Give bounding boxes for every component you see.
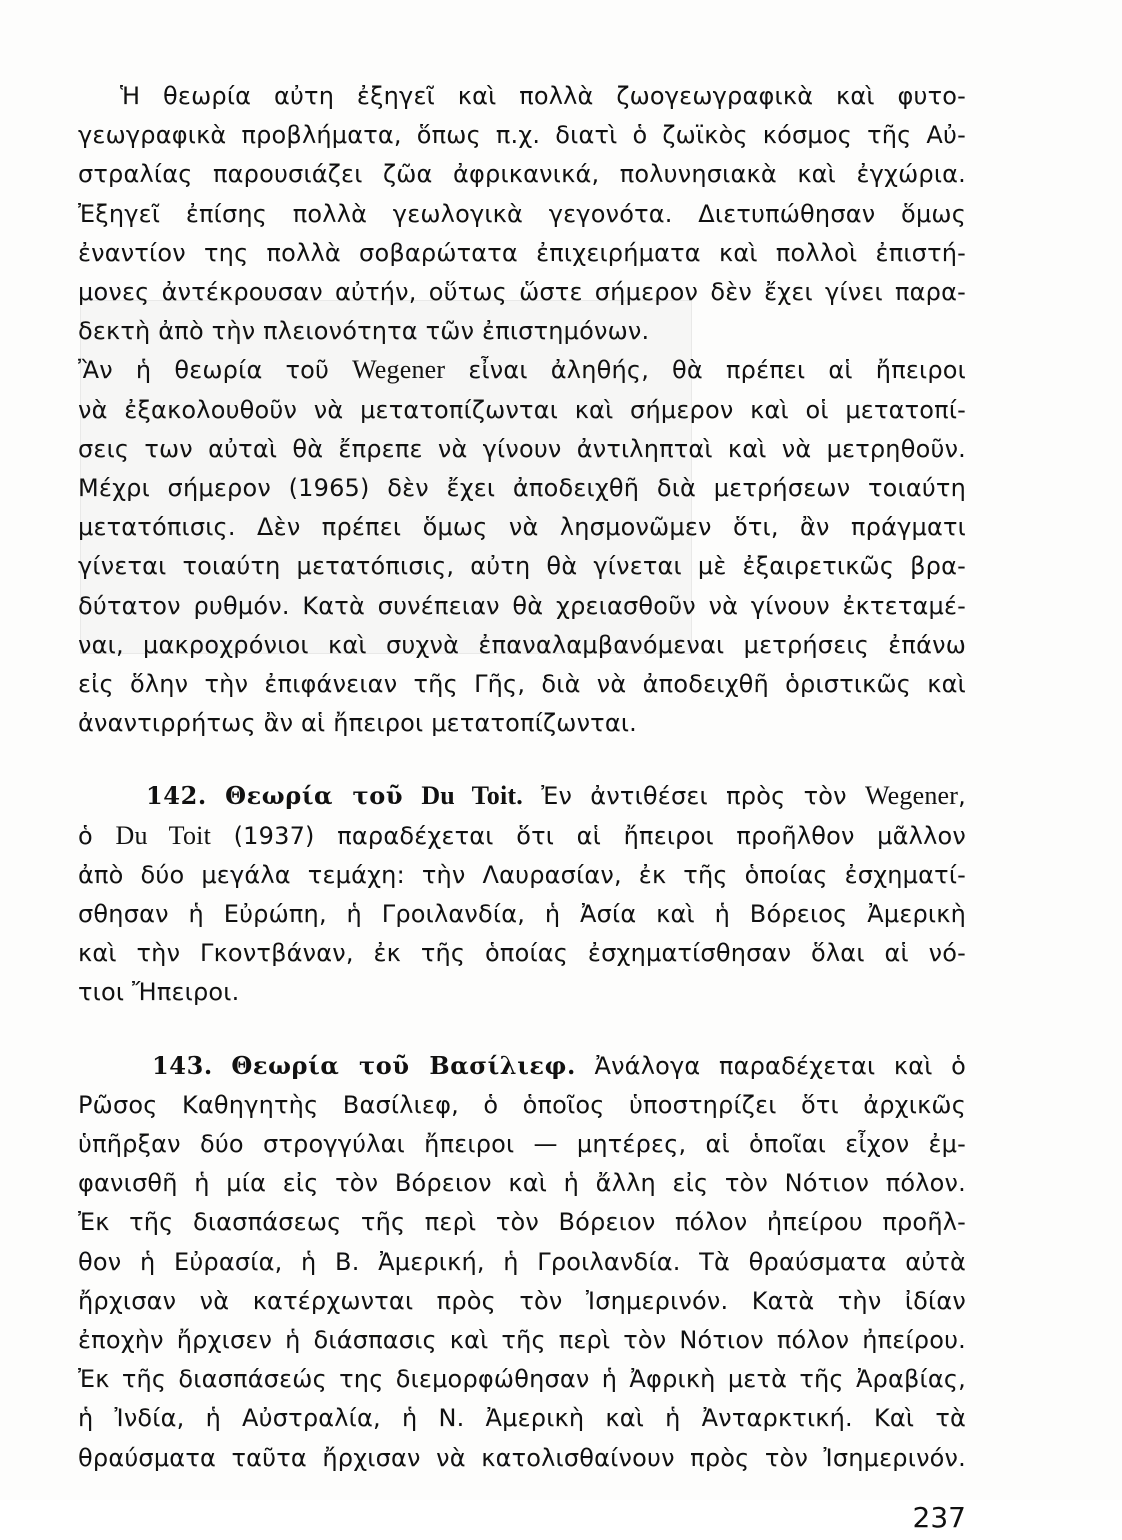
section-142-article: ὁ [78, 821, 93, 850]
section-143-line-9: Ἐκ τῆς διασπάσεώς της διεμορφώθησαν ἡ Ἀφρικὴ μετὰ τῆς Ἀραβίας, [78, 1365, 966, 1394]
section-143-line-3: ὑπῆρξαν δύο στρογγύλαι ἤπειροι — μητέρες, αἱ ὁποῖαι εἶχον ἐμ- [78, 1130, 966, 1158]
paragraph-1-line-3: στραλίας παρουσιάζει ζῶα ἀφρικανικά, πολυνησιακὰ καὶ ἐγχώρια. [78, 160, 966, 189]
section-142-line-2 [78, 816, 966, 856]
paragraph-1-line-5: ἐναντίον της πολλὰ σοβαρώτατα ἐπιχειρήματα καὶ πολλοὶ ἐπιστή- [78, 238, 966, 267]
paragraph-2-line-8: ναι, μακροχρόνιοι καὶ συχνὰ ἐπαναλαμβανόμεναι μετρήσεις ἐπάνω [78, 630, 966, 659]
section-142-line-4: σθησαν ἡ Εὐρώπη, ἡ Γροιλανδία, ἡ Ἀσία καὶ ἡ Βόρειος Ἀμερικὴ [78, 900, 966, 928]
name-wegener: Wegener [352, 355, 446, 385]
section-142-text-a: Ἐν ἀντιθέσει πρὸς τὸν [541, 782, 847, 811]
section-143-line-11: θραύσματα ταῦτα ἤρχισαν νὰ κατολισθαίνουν πρὸς τὸν Ἰσημερινόν. [78, 1443, 966, 1472]
section-143-line-8: ἐποχὴν ἤρχισεν ἡ διάσπασις καὶ τῆς περὶ τὸν Νότιον πόλον ἠπείρου. [78, 1326, 966, 1354]
paragraph-2-line-5: μετατόπισις. Δὲν πρέπει ὅμως νὰ λησμονῶμεν ὅτι, ἂν πράγματι [78, 513, 966, 542]
section-142-title-name: Du Toit. [421, 781, 523, 811]
paragraph-1-line-6: μονες ἀντέκρουσαν αὐτήν, οὕτως ὥστε σήμερον δὲν ἔχει γίνει παρα- [78, 278, 966, 306]
paragraph-2-line-9: εἰς ὅλην τὴν ἐπιφάνειαν τῆς Γῆς, διὰ νὰ ἀποδειχθῆ ὁριστικῶς καὶ [78, 670, 966, 698]
paragraph-1-line-1: Ἡ θεωρία αὐτη ἐξηγεῖ καὶ πολλὰ ζωογεωγραφικὰ καὶ φυτο- [120, 82, 966, 110]
section-143-number: 143. [152, 1050, 213, 1080]
paragraph-2-line-2: νὰ ἐξακολουθοῦν νὰ μετατοπίζωνται καὶ σήμερον καὶ οἱ μετατοπί- [78, 395, 966, 424]
paragraph-2-line-1 [78, 350, 966, 390]
section-143-line-5: Ἐκ τῆς διασπάσεως τῆς περὶ τὸν Βόρειον πόλον ἠπείρου προῆλ- [78, 1208, 966, 1237]
paragraph-1-line-4: Ἐξηγεῖ ἐπίσης πολλὰ γεωλογικὰ γεγονότα. Διετυπώθησαν ὅμως [78, 199, 966, 228]
paragraph-1-line-2: γεωγραφικὰ προβλήματα, ὅπως π.χ. διατὶ ὁ ζωϊκὸς κόσμος τῆς Αὐ- [78, 121, 966, 150]
paragraph-2-line-3: σεις των αὐταὶ θὰ ἔπρεπε νὰ γίνουν ἀντιληπταὶ καὶ νὰ μετρηθοῦν. [78, 434, 966, 463]
section-142-line-5: καὶ τὴν Γκοντβάναν, ἐκ τῆς ὁποίας ἐσχηματίσθησαν ὅλαι αἱ νό- [78, 939, 966, 968]
section-143-line-10: ἡ Ἰνδία, ἡ Αὐστραλία, ἡ Ν. Ἀμερικὴ καὶ ἡ Ἀνταρκτική. Καὶ τὰ [78, 1404, 966, 1433]
name-du-toit: Du Toit [115, 820, 211, 850]
paragraph-2-text-a: Ἂν ἡ θεωρία τοῦ [78, 356, 330, 385]
section-143-line-7: ἤρχισαν νὰ κατέρχωνται πρὸς τὸν Ἰσημερινόν. Κατὰ τὴν ἰδίαν [78, 1286, 966, 1315]
section-143-line-1 [152, 1046, 966, 1086]
page-number: 237 [912, 1500, 966, 1534]
paragraph-2-line-7: δύτατον ρυθμόν. Κατὰ συνέπειαν θὰ χρειασθοῦν νὰ γίνουν ἐκτεταμέ- [78, 591, 966, 620]
section-143-line-4: φανισθῆ ἡ μία εἰς τὸν Βόρειον καὶ ἡ ἄλλη εἰς τὸν Νότιον πόλον. [78, 1169, 966, 1198]
paragraph-2-line-6: γίνεται τοιαύτη μετατόπισις, αὐτη θὰ γίνεται μὲ ἐξαιρετικῶς βρα- [78, 552, 966, 581]
section-142-line-6: τιοι Ἤπειροι. [78, 978, 240, 1007]
section-143-text-a: Ἀνάλογα παραδέχεται καὶ ὁ [594, 1051, 966, 1080]
section-142-number: 142. [146, 781, 207, 811]
name-wegener-2: Wegener [865, 781, 959, 811]
paragraph-2-line-4: Μέχρι σήμερον (1965) δὲν ἔχει ἀποδειχθῆ διὰ μετρήσεων τοιαύτη [78, 474, 966, 502]
paragraph-1-line-7: δεκτὴ ἀπὸ τὴν πλειονότητα τῶν ἐπιστημόνων. [78, 317, 650, 346]
section-142-text-b: (1937) παραδέχεται ὅτι αἱ ἤπειροι προῆλθον μᾶλλον [233, 821, 966, 850]
section-143-title: Θεωρία τοῦ Βασίλιεφ. [231, 1050, 576, 1080]
section-143-line-2: Ρῶσος Καθηγητὴς Βασίλιεφ, ὁ ὁποῖος ὑποστηρίζει ὅτι ἀρχικῶς [78, 1090, 966, 1119]
paragraph-2-text-b: εἶναι ἀληθής, θὰ πρέπει αἱ ἤπειροι [468, 356, 966, 385]
section-142-title: Θεωρία τοῦ [225, 781, 404, 811]
paragraph-2-line-10: ἀναντιρρήτως ἂν αἱ ἤπειροι μετατοπίζωνται. [78, 709, 638, 738]
section-142-line-3: ἀπὸ δύο μεγάλα τεμάχη: τὴν Λαυρασίαν, ἐκ τῆς ὁποίας ἐσχηματί- [78, 860, 966, 889]
section-143-line-6: θον ἡ Εὐρασία, ἡ Β. Ἀμερική, ἡ Γροιλανδία. Τὰ θραύσματα αὐτὰ [78, 1247, 966, 1276]
section-142-line-1: 142. Θεωρία τοῦ Du Toit. Ἐν ἀντιθέσει πρὸς τὸν Wegener, [146, 781, 966, 811]
